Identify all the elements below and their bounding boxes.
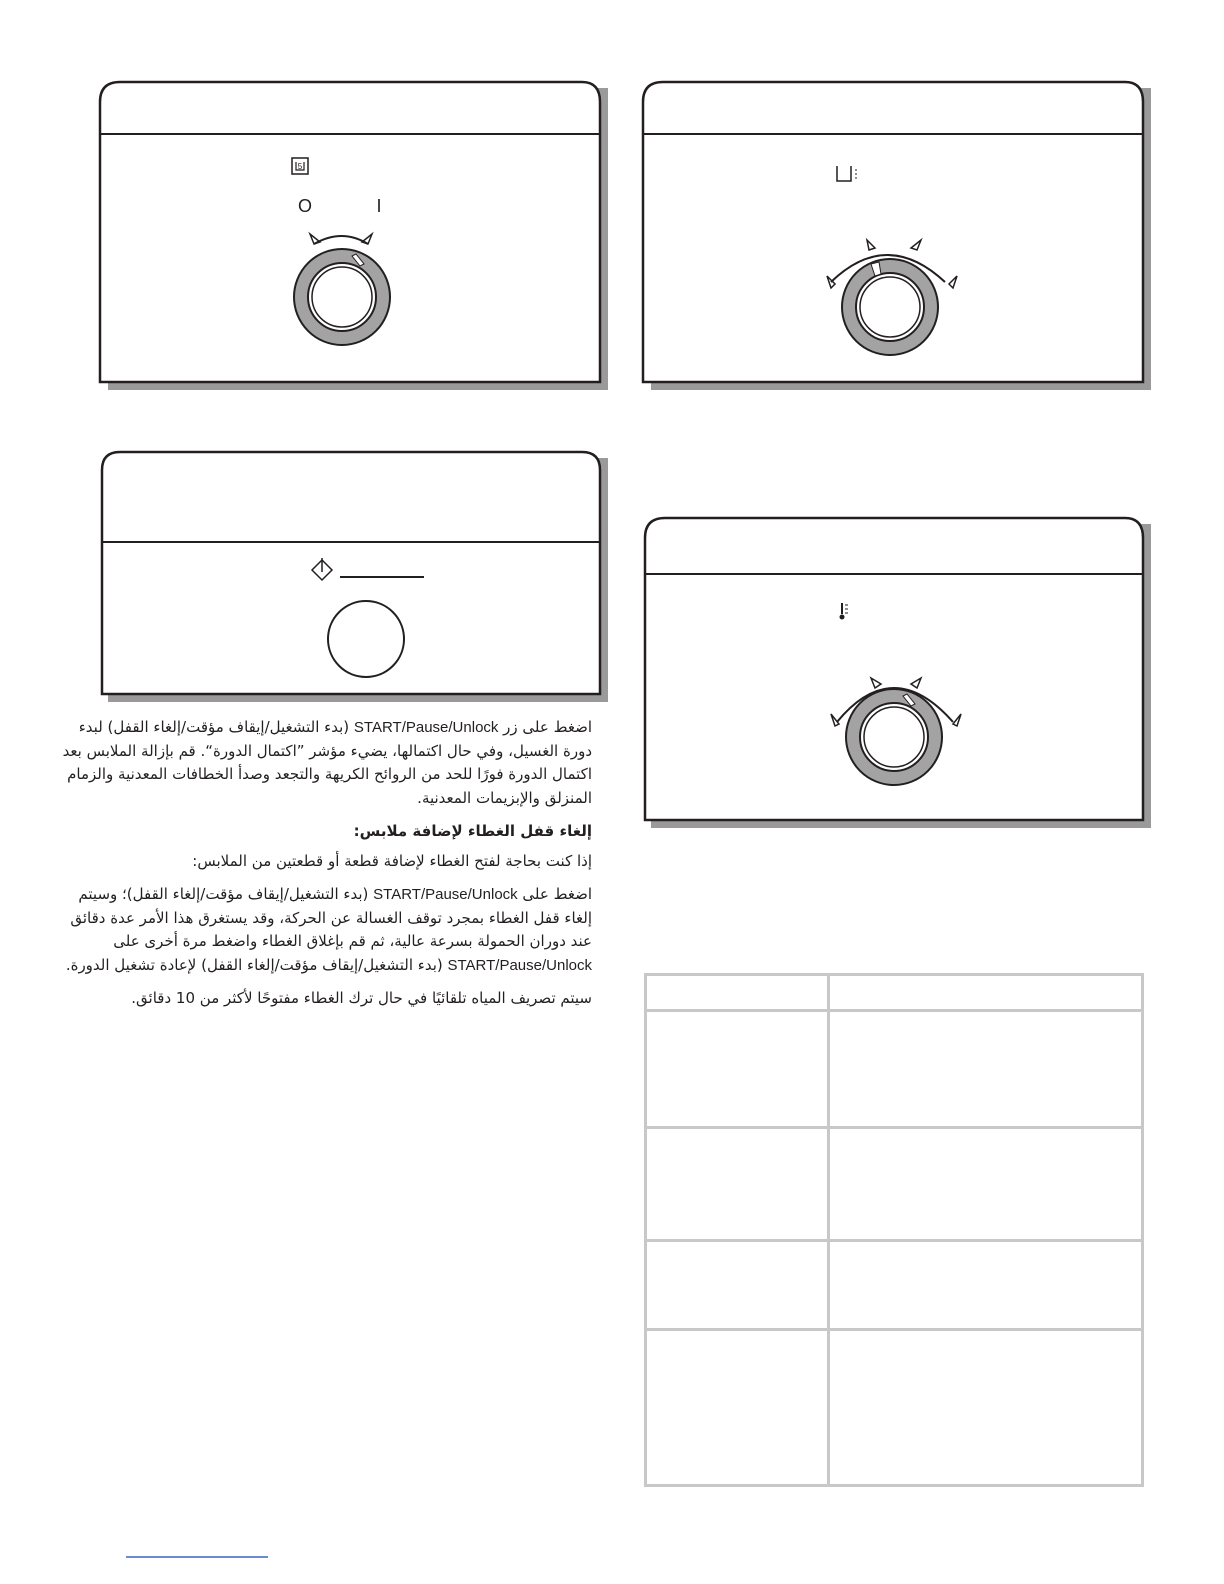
- start-panel: [98, 448, 608, 702]
- temperature-knob[interactable]: [846, 689, 942, 785]
- p1-button-name: START/Pause/Unlock: [353, 719, 499, 736]
- soak-panel: [98, 78, 608, 390]
- svg-text:5: 5: [297, 162, 303, 171]
- start-instructions: [60, 716, 592, 810]
- p3-body: (بدء التشغيل/إيقاف مؤقت/إلغاء القفل)؛ وسيتم إلغاء قفل الغطاء بمجرد توقف الغسالة عن الحركة، وقد يستغرق هذا الأمر عدة دقائق عند دوران الحمولة بسرعة عالية، ثم قم بإغلاق الغطاء واضغط مرة أخرى على: [70, 885, 592, 950]
- p3-button-name: START/Pause/Unlock: [373, 886, 518, 903]
- table-row: [646, 975, 1143, 1011]
- p3-suffix: (بدء التشغيل/إيقاف مؤقت/إلغاء القفل) لإعادة تشغيل الدورة.: [65, 955, 448, 974]
- soak-knob[interactable]: [294, 249, 390, 345]
- info-table: [644, 973, 1144, 1487]
- footer-rule: [126, 1556, 268, 1558]
- auto-drain-note: سيتم تصريف المياه تلقائيًا في حال ترك الغطاء مفتوحًا لأكثر من 10 دقائق.: [131, 989, 592, 1007]
- table-row: [646, 1128, 1143, 1241]
- table-cell-value: [829, 975, 1143, 1011]
- unlock-lid-steps: [60, 883, 592, 977]
- table-row: [646, 1011, 1143, 1128]
- table-cell-label: [646, 1011, 829, 1128]
- p3-button-name-2: START/Pause/Unlock: [447, 956, 592, 974]
- table-row: [646, 1241, 1143, 1330]
- table-cell-label: [646, 975, 829, 1011]
- table-cell-label: [646, 1241, 829, 1330]
- soak-on-symbol: I: [376, 196, 382, 216]
- table-cell-value: [829, 1330, 1143, 1486]
- unlock-lid-intro: إذا كنت بحاجة لفتح الغطاء لإضافة قطعة أو قطعتين من الملابس:: [192, 851, 592, 870]
- water-level-panel: [641, 78, 1151, 390]
- table-cell-value: [829, 1128, 1143, 1241]
- table-cell-label: [646, 1128, 829, 1241]
- temperature-panel: [641, 514, 1151, 828]
- p3-prefix: اضغط على: [517, 885, 592, 903]
- start-pause-button[interactable]: [328, 601, 404, 677]
- instructions-text: [60, 716, 592, 1021]
- soak-off-symbol: O: [297, 196, 313, 216]
- p1-body: (بدء التشغيل/إيقاف مؤقت/إلغاء القفل) لبدء دورة الغسيل، وفي حال اكتمالها، يضيء مؤشر ”اكتمال الدورة“. قم بإزالة الملابس بعد اكتمال الدورة فورًا للحد من الروائح الكريهة والتجعد وصدأ الخطافات المعدنية والزمام المنزلق والإبزيمات المعدنية.: [62, 718, 592, 807]
- water-level-knob[interactable]: [842, 259, 938, 355]
- table-cell-label: [646, 1330, 829, 1486]
- table-cell-value: [829, 1011, 1143, 1128]
- table-row: [646, 1330, 1143, 1486]
- p1-prefix: اضغط على زر: [498, 718, 592, 736]
- unlock-lid-heading: إلغاء قفل الغطاء لإضافة ملابس:: [353, 822, 592, 840]
- table-cell-value: [829, 1241, 1143, 1330]
